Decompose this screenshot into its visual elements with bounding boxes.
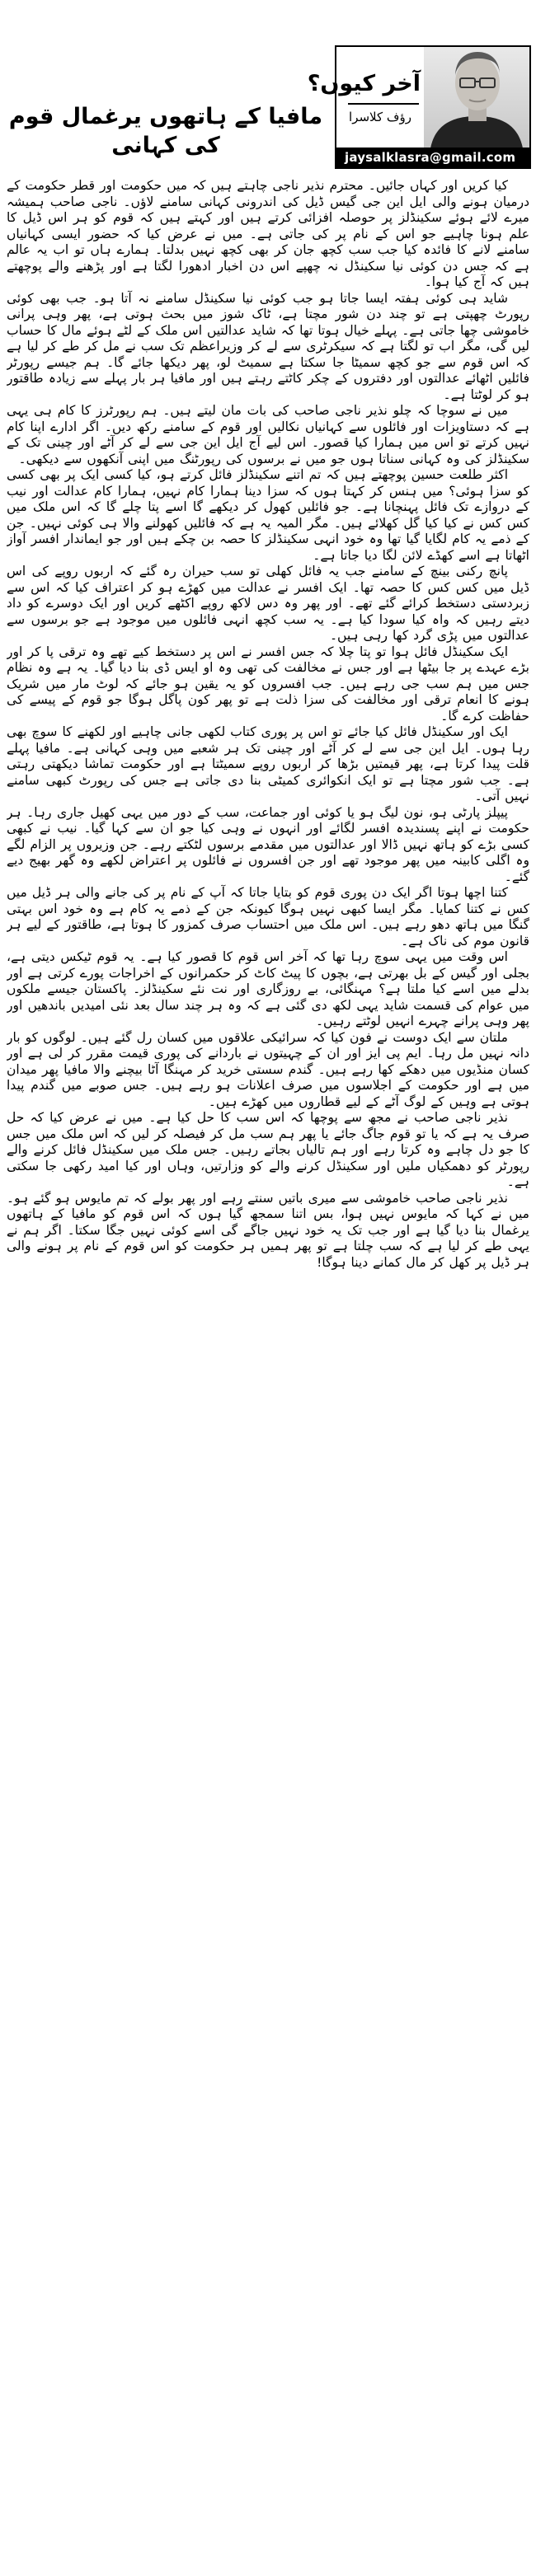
- email-text: jaysalklasra@gmail.com: [345, 150, 516, 165]
- email-bar: [336, 148, 529, 167]
- article-paragraph: ایک اور سکینڈل فائل کیا جائے تو اس پر پوری کتاب لکھی جانی چاہیے اور لکھنے کا سوچ بھی رہا ہوں۔ ایل این جی سے لے کر آٹے اور چینی تک ہر شعبے میں وہی کہانی ہے۔ مافیا پہلے قلت پیدا کرتا ہے، پھر قیمتیں بڑھا کر اربوں روپے سمیٹتا ہے اور حکومت تماشا دیکھتی رہتی ہے۔ جب شور مچتا ہے تو ایک انکوائری کمیٹی بنا دی جاتی ہے جس کی رپورٹ کبھی سامنے نہیں آتی۔: [7, 724, 529, 803]
- author-name: رؤف کلاسرا: [349, 109, 411, 124]
- article-paragraph: کتنا اچھا ہوتا اگر ایک دن پوری قوم کو بتایا جاتا کہ آپ کے نام پر کی جانے والی ہر ڈیل میں کس نے کتنا کمایا۔ مگر ایسا کبھی نہیں ہوگا کیونکہ جن کے ذمے یہ کام ہے وہ خود اس بہتی گنگا میں ہاتھ دھو رہے ہیں۔ اس ملک میں احتساب صرف کمزور کا ہوتا ہے، طاقتور کے لیے ہر قانون موم کی ناک ہے۔: [7, 885, 529, 948]
- article-paragraph: پیپلز پارٹی ہو، نون لیگ ہو یا کوئی اور جماعت، سب کے دور میں یہی کھیل جاری رہا۔ ہر حکومت نے اپنے پسندیدہ افسر لگائے اور انہوں نے وہی کیا جو ان سے کہا گیا۔ نیب نے کبھی کسی بڑے کو ہاتھ نہیں ڈالا اور عدالتوں میں مقدمے برسوں لٹکتے رہے۔ جن وزیروں پر الزام لگے وہ اگلی کابینہ میں پھر موجود تھے اور جن افسروں نے فائلوں پر اعتراض لکھے وہ گھر بھیج دیے گئے۔: [7, 804, 529, 884]
- article-paragraph: میں نے سوچا کہ چلو نذیر ناجی صاحب کی بات مان لیتے ہیں۔ ہم رپورٹرز کا کام ہی یہی ہے کہ دستاویزات اور فائلوں سے کہانیاں نکالیں اور قوم کے سامنے رکھ دیں۔ اگر ادارے اپنا کام نہیں کرتے تو اس میں ہمارا کیا قصور۔ اس لیے آج ایل این جی سے لے کر آٹے اور چینی تک کے سکینڈلز کی وہ کہانی سناتا ہوں جو میں نے برسوں کی رپورٹنگ میں اپنی آنکھوں سے دیکھی۔: [7, 403, 529, 466]
- article-body: [7, 178, 529, 2564]
- masthead-left-panel: [307, 47, 424, 148]
- column-title: آخر کیوں؟: [307, 71, 421, 96]
- article-paragraph: ملتان سے ایک دوست نے فون کیا کہ سرائیکی علاقوں میں کسان رل گئے ہیں۔ لوگوں کو بار دانہ نہیں مل رہا۔ ایم پی ایز اور ان کے چہیتوں نے باردانے کی پوری قیمت مقرر کر لی ہے اور کسان منڈیوں میں دھکے کھا رہے ہیں۔ گندم سستی خرید کر مہنگا آٹا بیچنے والا مافیا پھر میدان میں ہے اور حکومت کے اجلاسوں میں صرف اعلانات ہو رہے ہیں۔ جس صوبے میں گندم پیدا ہوتی ہے وہیں کے لوگ آٹے کے لیے قطاروں میں کھڑے ہیں۔: [7, 1029, 529, 1109]
- article-paragraph: ایک سکینڈل فائل ہوا تو پتا چلا کہ جس افسر نے اس پر دستخط کیے تھے وہ ترقی پا کر اور بڑے عہدے پر جا بیٹھا ہے اور جس نے مخالفت کی تھی وہ او ایس ڈی بنا دیا گیا۔ یہ ہے وہ نظام جس میں ہم سب جی رہے ہیں۔ جب افسروں کو یہ یقین ہو جائے کہ لوٹ مار میں شریک ہونے کا انعام ترقی اور مخالفت کی سزا ذلت ہے تو پھر کون پاگل ہوگا جو قوم کے پیسے کی حفاظت کرے گا۔: [7, 644, 529, 724]
- article-paragraph: اس وقت میں یہی سوچ رہا تھا کہ آخر اس قوم کا قصور کیا ہے۔ یہ قوم ٹیکس دیتی ہے، بجلی اور گیس کے بل بھرتی ہے، بچوں کا پیٹ کاٹ کر حکمرانوں کے اخراجات پورے کرتی ہے اور بدلے میں اسے کیا ملتا ہے؟ مہنگائی، بے روزگاری اور نت نئے سکینڈلز۔ پاکستان جیسے ملکوں میں عوام کی قسمت شاید یہی لکھ دی گئی ہے کہ وہ ہر چند سال بعد نئی امیدیں باندھیں اور پھر وہی پرانے چہرے انہیں لوٹتے رہیں۔: [7, 949, 529, 1028]
- article-paragraph: نذیر ناجی صاحب خاموشی سے میری باتیں سنتے رہے اور پھر بولے کہ تم مایوس ہو گئے ہو۔ میں نے کہا کہ مایوس نہیں ہوا، بس اتنا سمجھ گیا ہوں کہ اس قوم کو مافیا کے ہاتھوں یرغمال بنا دیا گیا ہے اور جب تک یہ خود نہیں جاگے گی اسے کوئی نہیں جگا سکتا۔ اگر ہم نے یہی طے کر لیا ہے کہ سب چلتا ہے تو پھر ہمیں ہر حکومت کو اس قوم کے نام پر ہونے والی ہر ڈیل پر کھل کر مال کمانے دینا ہوگا!: [7, 1190, 529, 1270]
- title-divider: [348, 103, 419, 105]
- article-paragraph: نذیر ناجی صاحب نے مجھ سے پوچھا کہ اس سب کا حل کیا ہے۔ میں نے عرض کیا کہ حل صرف یہ ہے کہ یا تو قوم جاگ جائے یا پھر ہم سب مل کر فیصلہ کر لیں کہ اس ملک میں جس کا جو دل چاہے وہ کرتا رہے اور ہم تالیاں بجاتے رہیں۔ جس ملک میں سکینڈل فائل کرنے والے رپورٹر کو دھمکیاں ملیں اور سکینڈل کرنے والے کو وزارتیں، وہاں اور کیا امید رکھی جا سکتی ہے۔: [7, 1110, 529, 1189]
- article-paragraph: شاید ہی کوئی ہفتہ ایسا جاتا ہو جب کوئی نیا سکینڈل سامنے نہ آتا ہو۔ جب بھی کوئی رپورٹ چھپتی ہے تو چند دن شور مچتا ہے، ٹاک شوز میں بحث ہوتی ہے، پھر وہی پرانی خاموشی چھا جاتی ہے۔ پہلے خیال ہوتا تھا کہ شاید عدالتیں اس ملک کے لٹے ہوئے مال کا حساب لیں گی، مگر اب تو لگتا ہے کہ سیکرٹری سے لے کر وزیراعظم تک سب نے مل کر طے کر لیا ہے کہ اس قوم سے جو کچھ سمیٹا جا سکتا ہے سمیٹ لو، پھر دیکھا جائے گا۔ ہم جیسے رپورٹر فائلیں اٹھائے عدالتوں اور دفتروں کے چکر کاٹتے رہتے ہیں اور مافیا ہر بار پہلے سے زیادہ طاقتور ہو کر لوٹتا ہے۔: [7, 290, 529, 402]
- article-paragraph: پانچ رکنی بینچ کے سامنے جب یہ فائل کھلی تو سب حیران رہ گئے کہ اربوں روپے کی اس ڈیل میں کس کس کا حصہ تھا۔ ایک افسر نے عدالت میں کھڑے ہو کر اعتراف کیا کہ اس سے زبردستی دستخط کرائے گئے تھے۔ اور پھر وہ دس لاکھ روپے اکٹھے کریں اور ایک دوسرے کو داد دیتے رہیں کہ واہ کیا سودا کیا ہے۔ یہ سب کچھ انہی فائلوں میں موجود ہے جو برسوں سے عدالتوں میں پڑی گرد کھا رہی ہیں۔: [7, 564, 529, 643]
- article-paragraph: اکثر طلعت حسین پوچھتے ہیں کہ تم اتنے سکینڈلز فائل کرتے ہو، کیا کسی ایک پر بھی کسی کو سزا ہوئی؟ میں ہنس کر کہتا ہوں کہ سزا دینا ہمارا کام نہیں، ہمارا کام عدالت اور نیب کے دروازے تک فائل پہنچانا ہے۔ جو فائلیں کھول کر دیکھے گا اسے پتا چلے گا کہ اس ملک میں کس کس نے کیا کیا گل کھلائے ہیں۔ مگر المیہ یہ ہے کہ فائلیں کھولنے والا ہی کوئی نہیں۔ جن کے ذمے یہ کام لگایا گیا تھا وہ خود انہی سکینڈلز کا حصہ بن چکے ہیں اور جو ایماندار افسر آواز اٹھاتا ہے اسے کھڈے لائن لگا دیا جاتا ہے۔: [7, 467, 529, 563]
- author-portrait-icon: [424, 47, 529, 148]
- article-paragraph: کیا کریں اور کہاں جائیں۔ محترم نذیر ناجی چاہتے ہیں کہ میں حکومت اور قطر حکومت کے درمیان ہونے والی ایل این جی گیس ڈیل کی اندرونی کہانی سامنے لاؤں۔ ناجی صاحب ہمیشہ میرے لائے ہوئے سکینڈلز پر حوصلہ افزائی کرتے ہیں اور کہتے ہیں کہ قوم کو ہر اس ڈیل کا علم ہونا چاہیے جو اس کے نام پر کی جاتی ہے۔ میں نے عرض کیا کہ حضور ایسی کہانیاں سامنے لانے کا فائدہ کیا جب سب کچھ جان کر بھی کچھ نہیں بدلتا۔ ہمارے ہاں تو اب یہ عالم ہے کہ جس دن کوئی نیا سکینڈل نہ چھپے اس دن اخبار ادھورا لگتا ہے اور پڑھنے والے پوچھتے ہیں کہ آج کیا ہوا۔: [7, 178, 529, 289]
- author-photo: [424, 47, 529, 148]
- headline: مافیا کے ہاتھوں یرغمال قوم کی کہانی: [8, 104, 323, 159]
- masthead-box: [307, 45, 531, 169]
